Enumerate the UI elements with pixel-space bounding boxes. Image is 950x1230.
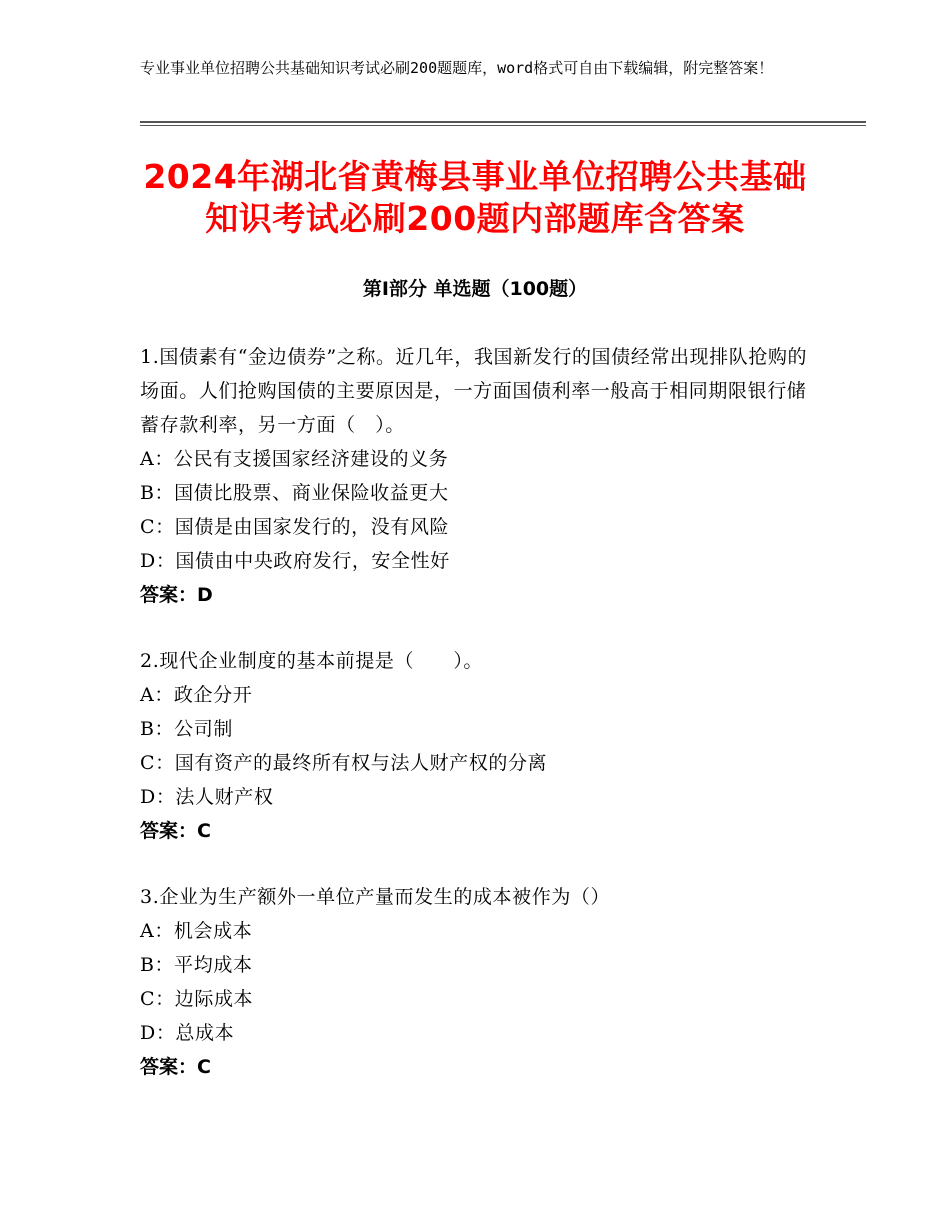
option-d: D：国债由中央政府发行，安全性好 [140, 550, 450, 572]
option-a: A：机会成本 [140, 920, 253, 942]
question-list [140, 340, 820, 1116]
answer: 答案：C [140, 820, 211, 842]
answer: 答案：D [140, 584, 213, 606]
option-a: A：政企分开 [140, 684, 253, 706]
title-line-2: 知识考试必刷200题内部题库含答案 [205, 199, 745, 238]
question-stem: 2.现代企业制度的基本前提是（ ）。 [140, 650, 484, 672]
option-d: D：总成本 [140, 1022, 235, 1044]
question-3 [140, 880, 820, 1084]
title-line-1: 2024年湖北省黄梅县事业单位招聘公共基础 [143, 157, 807, 196]
option-b: B：公司制 [140, 718, 233, 740]
question-1 [140, 340, 820, 612]
option-c: C：国有资产的最终所有权与法人财产权的分离 [140, 752, 548, 774]
header-divider-thick [140, 121, 866, 123]
answer: 答案：C [140, 1056, 211, 1078]
question-stem: 1.国债素有“金边债券”之称。近几年，我国新发行的国债经常出现排队抢购的场面。人们抢购国债的主要原因是，一方面国债利率一般高于相同期限银行储蓄存款利率，另一方面（ ）。 [140, 346, 808, 436]
option-b: B：国债比股票、商业保险收益更大 [140, 482, 449, 504]
option-b: B：平均成本 [140, 954, 253, 976]
document-title [100, 156, 850, 240]
option-c: C：国债是由国家发行的，没有风险 [140, 516, 450, 538]
option-c: C：边际成本 [140, 988, 254, 1010]
header-divider-thin [140, 125, 866, 126]
option-a: A：公民有支援国家经济建设的义务 [140, 448, 449, 470]
question-stem: 3.企业为生产额外一单位产量而发生的成本被作为（） [140, 886, 611, 908]
header-divider [140, 121, 866, 126]
option-d: D：法人财产权 [140, 786, 274, 808]
header-note: 专业事业单位招聘公共基础知识考试必刷200题题库，word格式可自由下载编辑，附完整答案！ [140, 59, 774, 77]
question-2 [140, 644, 820, 848]
section-title: 第Ⅰ部分 单选题（100题） [362, 278, 588, 300]
